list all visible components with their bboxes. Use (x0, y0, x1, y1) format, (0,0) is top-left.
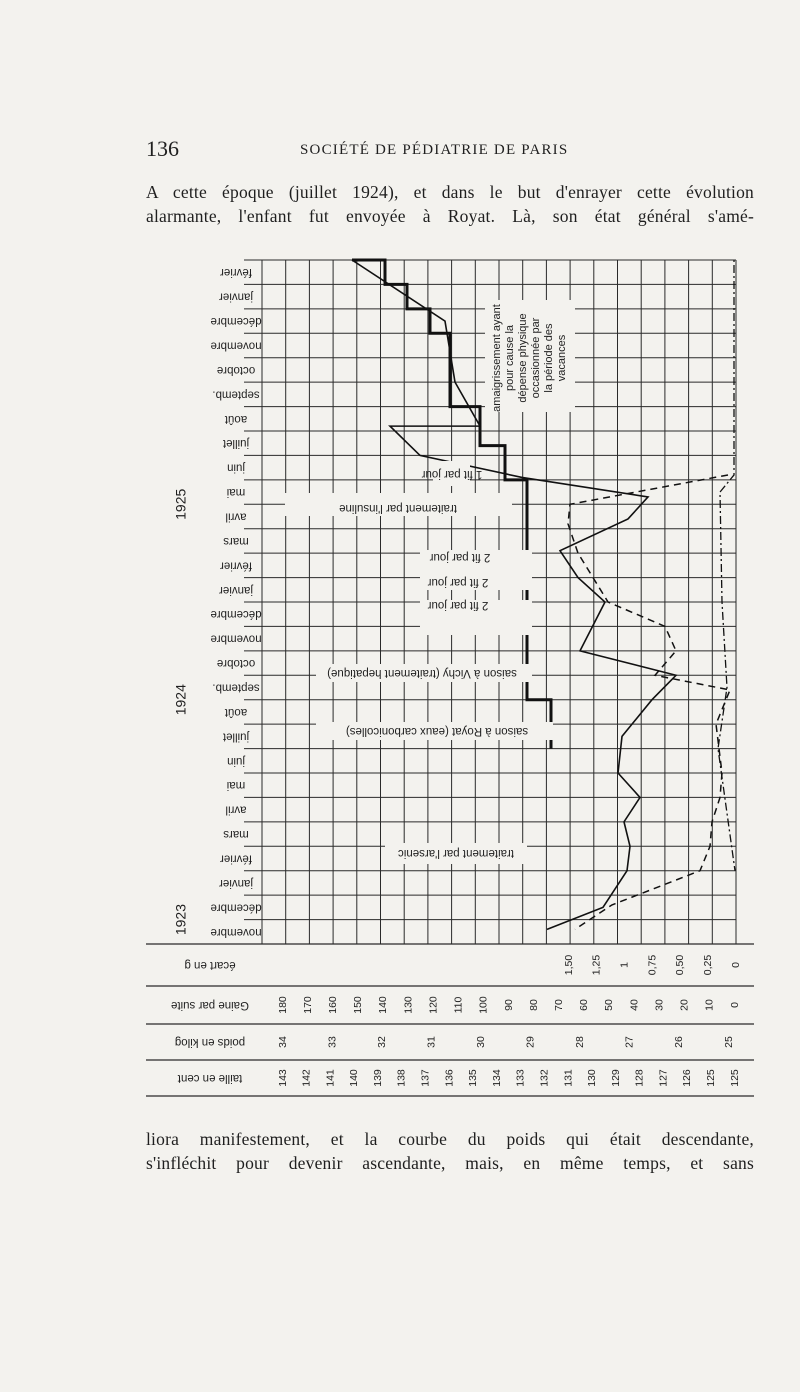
month-label: août (224, 412, 248, 425)
height-tick: 134 (490, 1069, 503, 1087)
weight-tick: 30 (475, 1036, 488, 1048)
gaine-tick: 70 (553, 999, 566, 1011)
month-label: mai (226, 486, 246, 499)
month-label: novembre (210, 339, 262, 352)
gaine-tick: 110 (452, 996, 465, 1014)
month-label: mars (223, 534, 249, 547)
note-line: pour cause la (503, 324, 516, 392)
note-line: occasionnée par (529, 317, 542, 399)
height-tick: 136 (443, 1069, 456, 1087)
sedimentation-tick: 0 (729, 962, 742, 968)
month-label: mai (226, 779, 246, 792)
height-tick: 128 (633, 1069, 646, 1087)
sedimentation-tick: 0,75 (646, 954, 659, 976)
weight-tick: 26 (673, 1036, 686, 1048)
month-label: janvier (219, 876, 253, 889)
height-tick: 140 (348, 1069, 361, 1087)
weight-tick: 32 (375, 1036, 388, 1048)
annotation-stay-vichy: saison à Vichy (traitement hepatique) (327, 666, 517, 679)
sedimentation-tick: 0,25 (701, 954, 714, 976)
gaine-tick: 90 (502, 999, 515, 1011)
month-label: septemb. (212, 388, 260, 401)
month-label: juillet (222, 730, 250, 743)
height-tick: 141 (324, 1069, 337, 1087)
gaine-tick: 150 (352, 996, 365, 1014)
running-title: SOCIÉTÉ DE PÉDIATRIE DE PARIS (300, 142, 569, 158)
weight-tick: 29 (524, 1036, 537, 1048)
annotation-treatment-a: traitement par l'insuline (339, 501, 457, 514)
month-label: décembre (210, 901, 262, 914)
height-tick: 142 (300, 1069, 313, 1087)
gaine-tick: 60 (578, 999, 591, 1011)
gaine-tick: 120 (427, 996, 440, 1014)
height-tick: 139 (371, 1069, 384, 1087)
chart-annotations (285, 300, 575, 864)
height-tick: 125 (728, 1069, 741, 1087)
note-line: dépense physique (516, 313, 529, 403)
height-tick: 135 (467, 1069, 480, 1087)
paragraph-bottom (146, 1127, 754, 1175)
annotation-treatment-b: 1 fit par jour (421, 467, 483, 480)
sedimentation-tick: 0,50 (674, 954, 687, 976)
year-label: 1925 (172, 488, 189, 520)
annotation-treatment-d: 2 fit par jour (427, 575, 489, 588)
weight-tick: 28 (574, 1036, 587, 1048)
month-label: août (224, 705, 248, 718)
year-label: 1924 (172, 684, 189, 716)
paragraph-line: alarmante, l'enfant fut envoyée à Royat. Là, son état général s'amé- (146, 206, 754, 226)
month-label: septemb. (212, 681, 260, 694)
weight-tick: 34 (276, 1036, 289, 1048)
axis-label: écart en g (184, 958, 236, 971)
note-line: vacances (555, 334, 568, 382)
month-label: juillet (222, 437, 250, 450)
height-tick: 138 (395, 1069, 408, 1087)
month-label: juin (227, 461, 245, 474)
weight-tick: 31 (425, 1036, 438, 1048)
axis-label: poids en kilog (174, 1035, 246, 1048)
page-number: 136 (146, 136, 179, 161)
gaine-tick: 80 (527, 999, 540, 1011)
month-label: février (220, 559, 252, 572)
gaine-tick: 170 (301, 996, 314, 1014)
height-tick: 131 (562, 1069, 575, 1087)
month-label: décembre (210, 315, 262, 328)
sedimentation-tick: 1,50 (562, 954, 575, 976)
gaine-tick: 10 (703, 999, 716, 1011)
height-tick: 125 (704, 1069, 717, 1087)
sedimentation-tick: 1,25 (590, 954, 603, 976)
gaine-tick: 130 (402, 996, 415, 1014)
gaine-tick: 180 (276, 996, 289, 1014)
annotation-treatment-e: 2 fit par jour (427, 598, 489, 611)
chart-axes (146, 944, 754, 1096)
annotation-stay-royat: saison à Royat (eaux carbonicolles) (345, 724, 529, 737)
height-tick: 127 (657, 1069, 670, 1087)
height-tick: 132 (538, 1069, 551, 1087)
gaine-tick: 100 (477, 996, 490, 1014)
height-tick: 143 (276, 1069, 289, 1087)
month-label: mars (223, 828, 249, 841)
height-tick: 126 (681, 1069, 694, 1087)
gaine-tick: 20 (678, 999, 691, 1011)
sedimentation-tick: 1 (618, 962, 631, 968)
year-label: 1923 (172, 903, 189, 936)
paragraph-line: liora manifestement, et la courbe du poids qui était descendante, (146, 1129, 754, 1149)
height-tick: 137 (419, 1069, 432, 1087)
month-label: décembre (210, 608, 262, 621)
note-line: amaigrissement ayant (490, 304, 503, 412)
month-label: juin (227, 754, 245, 767)
series-dash-dot (718, 260, 735, 871)
axis-label: Gaine par suite (171, 998, 249, 1011)
month-label: février (220, 266, 252, 279)
annotation-treatment-c: 2 fit par jour (429, 550, 491, 563)
gaine-tick: 0 (728, 1002, 741, 1008)
height-tick: 129 (609, 1069, 622, 1087)
gaine-tick: 160 (327, 996, 340, 1014)
note-line: la période des (542, 323, 555, 393)
weight-tick: 33 (326, 1036, 339, 1048)
month-label: février (220, 852, 252, 865)
month-label: octobre (216, 363, 256, 376)
month-label: avril (225, 510, 247, 523)
month-label: octobre (216, 657, 256, 670)
month-label: novembre (210, 925, 262, 938)
height-tick: 133 (514, 1069, 527, 1087)
month-label: novembre (210, 632, 262, 645)
paragraph-line: s'infléchit pour devenir ascendante, mais, en même temps, et sans (146, 1153, 754, 1173)
axis-label: taille en cent (177, 1071, 243, 1084)
weight-tick: 25 (722, 1036, 735, 1048)
gaine-tick: 50 (603, 999, 616, 1011)
gaine-tick: 40 (628, 999, 641, 1011)
month-label: avril (225, 803, 247, 816)
gaine-tick: 140 (377, 996, 390, 1014)
gaine-tick: 30 (653, 999, 666, 1011)
month-label: janvier (219, 290, 253, 303)
weight-tick: 27 (623, 1036, 636, 1048)
month-label: janvier (219, 583, 253, 596)
height-tick: 130 (586, 1069, 599, 1087)
annotation-treatment-f: traitement par l'arsenic (398, 846, 514, 859)
paragraph-line: A cette époque (juillet 1924), et dans le but d'enrayer cette évolution (146, 182, 754, 202)
